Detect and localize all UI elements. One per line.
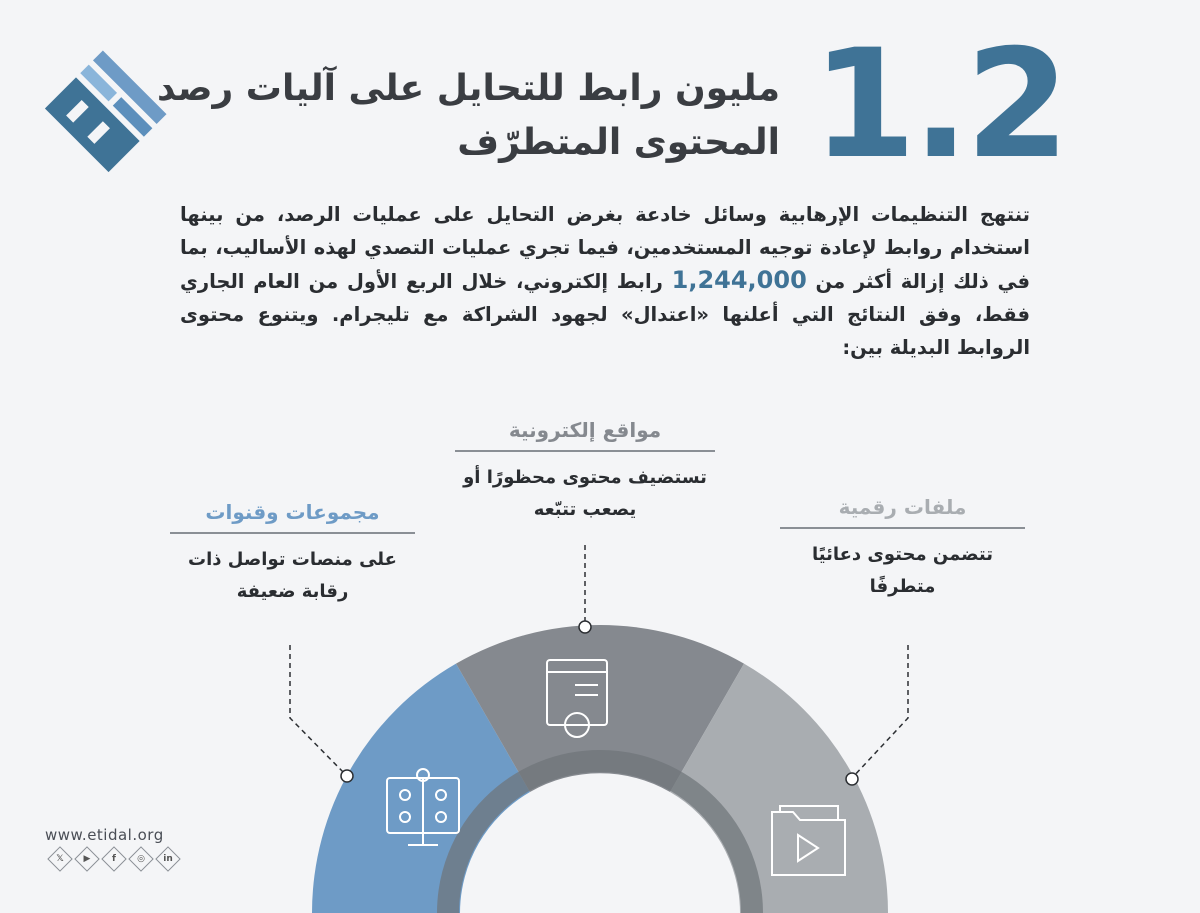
- instagram-glyph: ◎: [137, 854, 145, 864]
- node-groups: [341, 770, 353, 782]
- category-title: ملفات رقمية: [780, 495, 1025, 529]
- title-line-2: المحتوى المتطرّف: [457, 122, 780, 163]
- category-desc: تستضيف محتوى محظورًا أو يصعب تتبّعه: [463, 467, 707, 520]
- facebook-glyph: f: [112, 854, 116, 864]
- node-websites: [579, 621, 591, 633]
- youtube-glyph: ▶: [83, 854, 91, 864]
- website-url[interactable]: www.etidal.org: [45, 826, 164, 844]
- category-title: مواقع إلكترونية: [455, 418, 715, 452]
- highlight-number: 1,244,000: [671, 266, 807, 294]
- linkedin-glyph: in: [163, 854, 173, 864]
- title-line-1: مليون رابط للتحايل على آليات رصد: [156, 68, 780, 109]
- category-desc: تتضمن محتوى دعائيًا متطرفًا: [811, 544, 994, 597]
- category-title: مجموعات وقنوات: [170, 500, 415, 534]
- headline-number: 1.2: [812, 18, 1066, 192]
- body-text-before: تنتهج التنظيمات الإرهابية وسائل خادعة بغرض التحايل على عمليات الرصد، من بينها استخدام روابط لإعادة توجيه المستخدمين، فيما تجري عمليات التصدي لهذه الأساليب، بما في ذلك إزالة أكثر من: [180, 203, 1030, 293]
- connector-files: [852, 645, 908, 778]
- category-desc: على منصات تواصل ذات رقابة ضعيفة: [188, 549, 397, 602]
- x-glyph: 𝕏: [56, 854, 64, 864]
- body-text-after: رابط إلكتروني، خلال الربع الأول من العام الجاري فقط، وفق النتائج التي أعلنها «اعتدال» لجهود الشراكة مع تليجرام. ويتنوع محتوى الروابط البديلة بين:: [180, 270, 1030, 359]
- node-files: [846, 773, 858, 785]
- connector-groups: [290, 645, 346, 775]
